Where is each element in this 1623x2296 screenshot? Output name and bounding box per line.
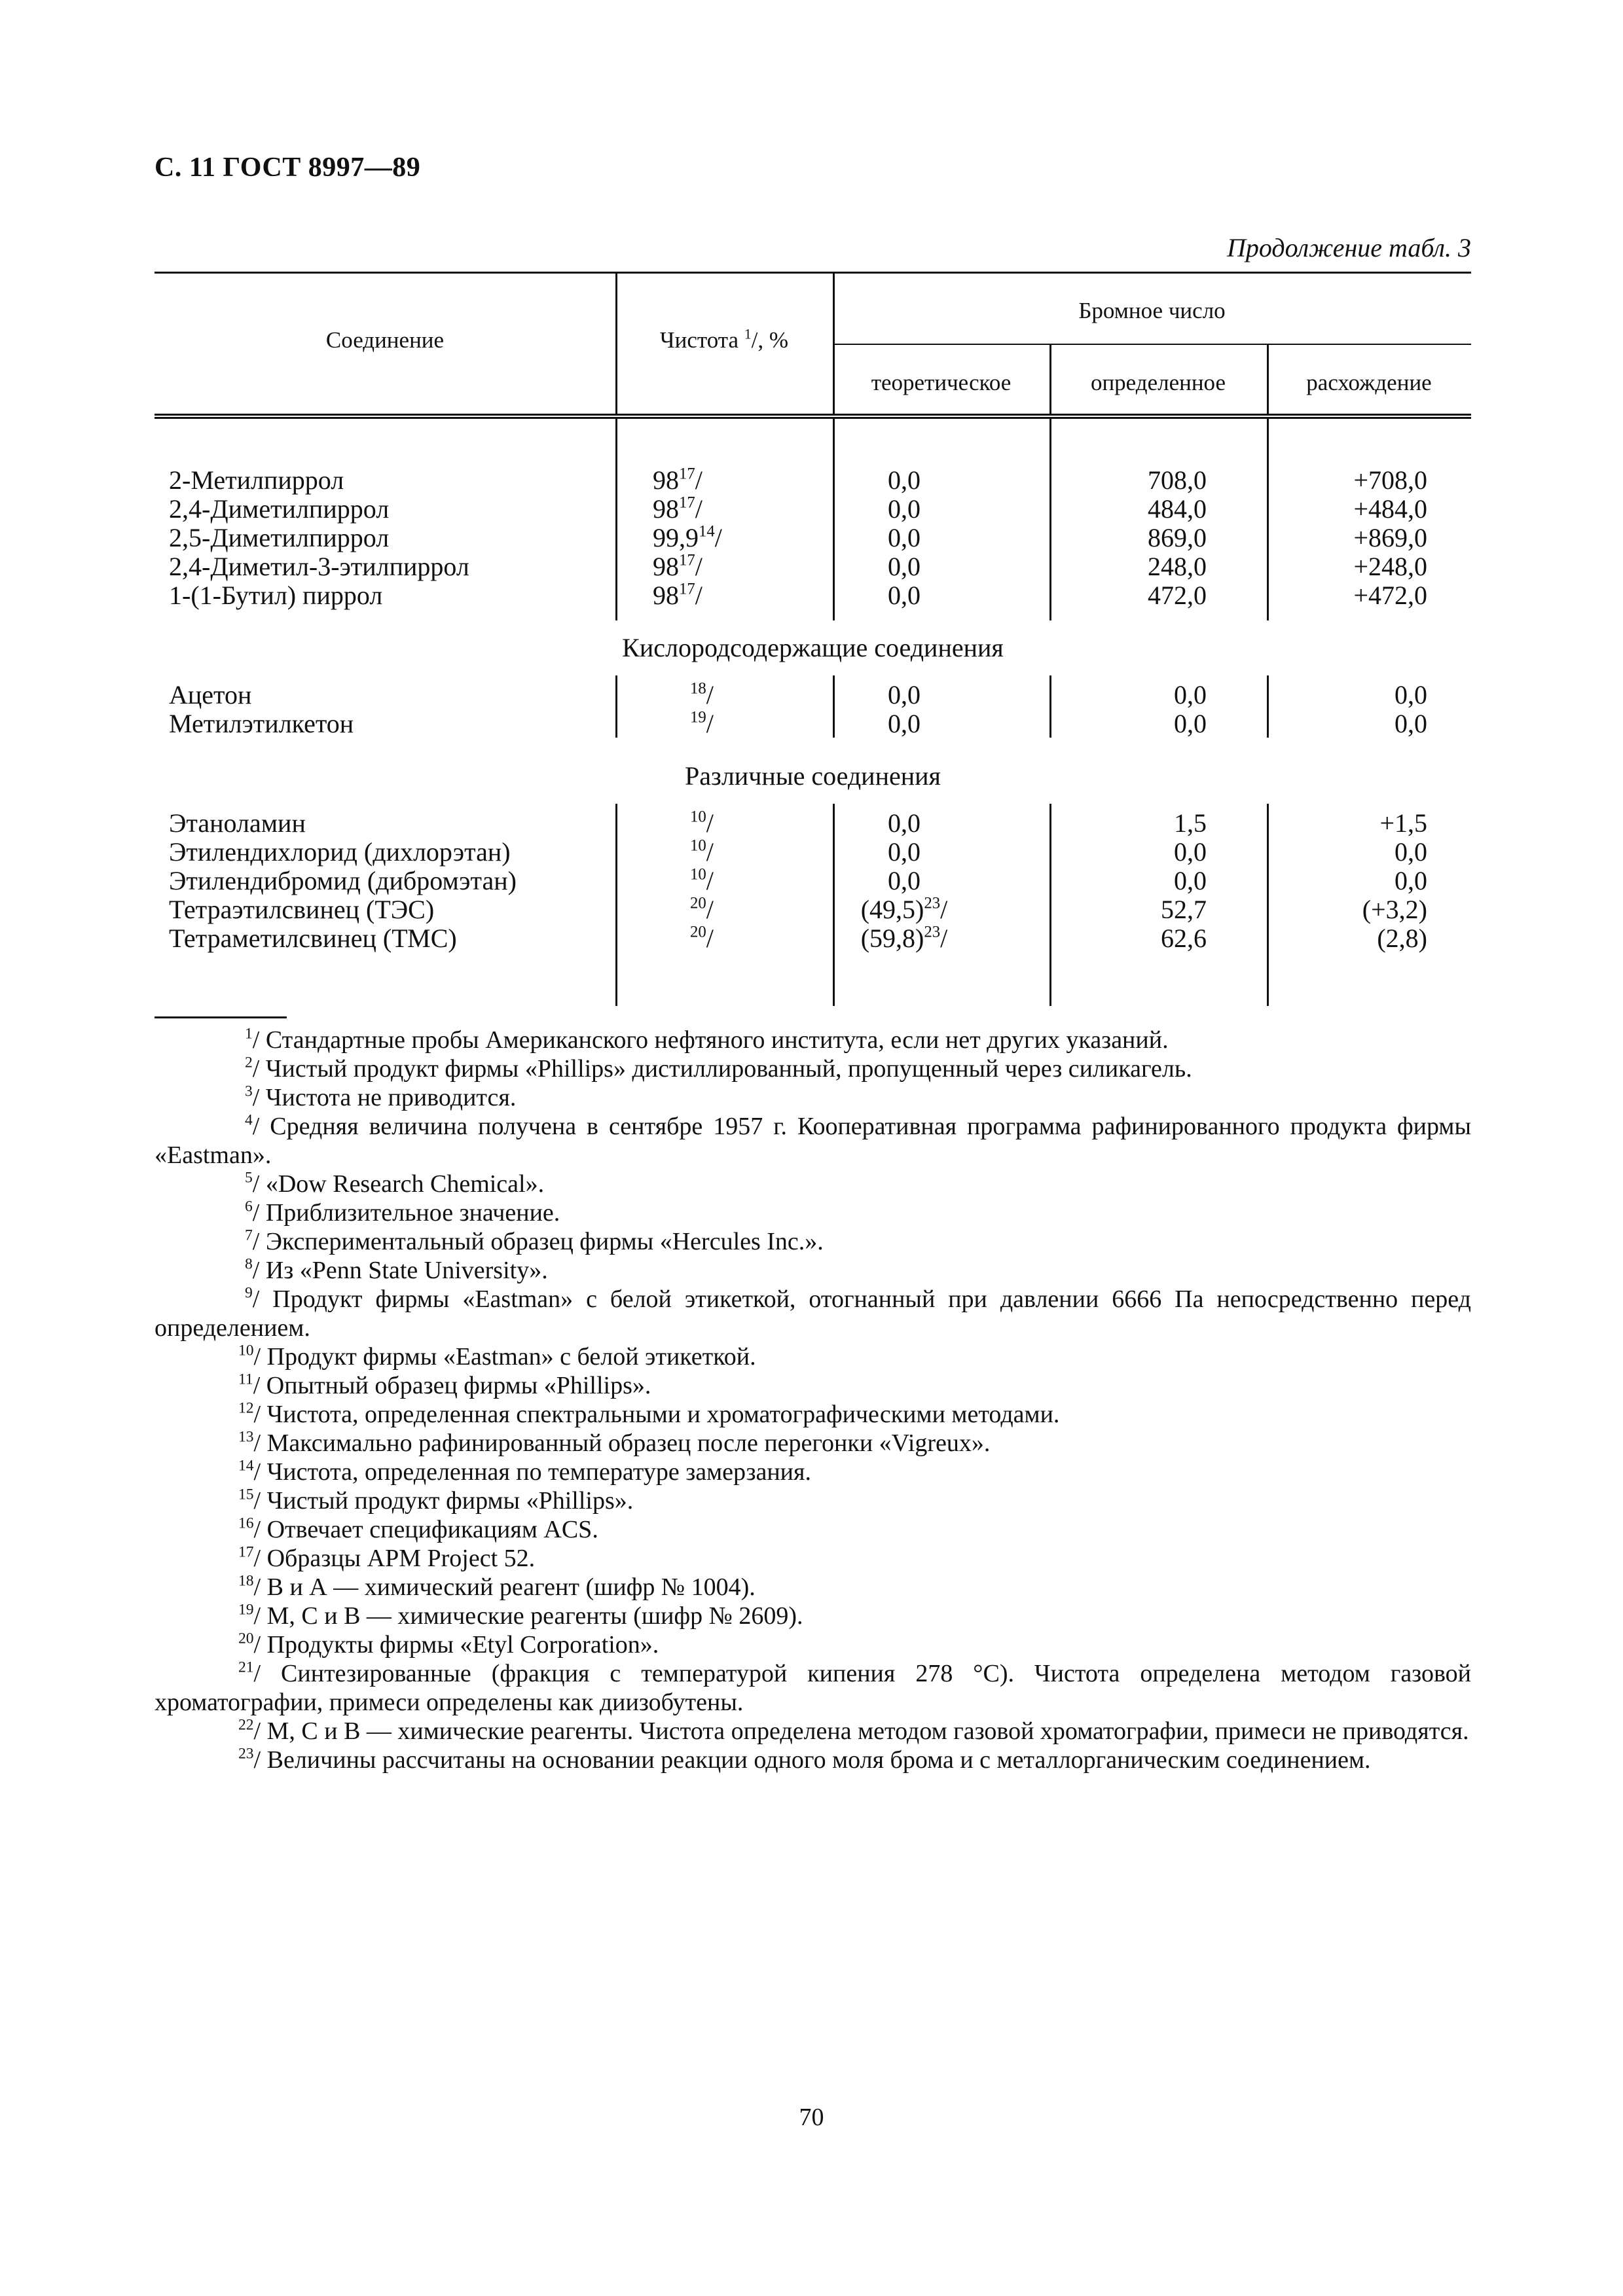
footnote	[155, 1746, 1471, 1774]
footnote	[155, 1573, 1471, 1602]
purity-footnote-ref: 10	[690, 836, 706, 855]
footnote-number: 23	[238, 1745, 254, 1763]
footnote-number: 15	[238, 1486, 254, 1503]
footnote-number: 12	[238, 1399, 254, 1417]
purity-number: 98	[653, 552, 679, 581]
theoretical-value: 0,0	[888, 837, 921, 867]
purity-value: $98^{17}/$	[653, 465, 702, 495]
determined-value: 869,0	[1148, 523, 1207, 552]
footnote-number: 16	[238, 1515, 254, 1532]
determined-value: 52,7	[1161, 895, 1207, 924]
footnote-text: / Чистота не приводится.	[252, 1084, 517, 1111]
theoretical-value: 0,0	[888, 808, 921, 838]
compound-name: Метилэтилкетон	[169, 709, 354, 738]
footnote-text: / «Dow Research Chemical».	[252, 1170, 545, 1198]
section-title-oxygenates: Кислородсодержащие соединения	[622, 633, 1004, 662]
determined-value: 472,0	[1148, 581, 1207, 610]
theoretical-value: 0,0	[888, 680, 921, 709]
difference-value: +1,5	[1379, 808, 1427, 838]
theoretical-value: 0,0	[888, 552, 921, 581]
header-bottom-rule	[155, 414, 1471, 416]
difference-value: 0,0	[1395, 837, 1427, 867]
difference-value: +472,0	[1353, 581, 1427, 610]
determined-value: 0,0	[1174, 837, 1207, 867]
footnote-number: 22	[238, 1716, 254, 1734]
difference-value: +869,0	[1353, 523, 1427, 552]
determined-value: 62,6	[1161, 924, 1207, 953]
footnote-text: / Образцы APM Project 52.	[253, 1545, 536, 1572]
compound-name: 2-Метилпиррол	[169, 465, 344, 495]
header-bromine-number: Бромное число	[1078, 298, 1226, 323]
footnote-text: / Продукты фирмы «Etyl Corporation».	[253, 1631, 659, 1659]
footnote-text: / Чистый продукт фирмы «Phillips».	[253, 1487, 634, 1515]
purity-footnote-ref: 17	[679, 551, 695, 569]
difference-value: 0,0	[1395, 866, 1427, 895]
column-divider	[1049, 419, 1051, 620]
footnote-number: 9	[245, 1284, 253, 1302]
purity-footnote-ref: 19	[690, 708, 706, 726]
header-purity-label: Чистота	[659, 327, 739, 353]
theoretical-value: $(49,5)^{23}/$	[860, 894, 948, 924]
purity-value: $98^{17}/$	[653, 551, 702, 581]
determined-value: 0,0	[1174, 709, 1207, 738]
footnote	[155, 1602, 1471, 1630]
footnote-number: 18	[238, 1572, 254, 1590]
purity-value: $^{10}$/	[690, 865, 714, 895]
footnote	[155, 1112, 1471, 1170]
purity-value: $98^{17}/$	[653, 580, 702, 610]
footnote	[155, 1026, 1471, 1054]
footnote-number: 21	[238, 1659, 254, 1676]
theoretical-value: 0,0	[888, 465, 921, 495]
purity-footnote-ref: 20	[690, 894, 706, 912]
footnote-text: / Опытный образец фирмы «Phillips».	[253, 1372, 651, 1399]
footnote-text: / Стандартные пробы Американского нефтяного института, если нет других указаний.	[252, 1026, 1169, 1054]
purity-footnote-ref: 17	[679, 465, 695, 483]
theoretical-value: 0,0	[888, 581, 921, 610]
footnote-number: 13	[238, 1428, 254, 1446]
theoretical-value: $(59,8)^{23}/$	[860, 923, 948, 953]
footnote-separator	[155, 1016, 287, 1018]
footnote-text: / Продукт фирмы «Eastman» с белой этикеткой.	[253, 1343, 756, 1371]
purity-number: 98	[653, 581, 679, 610]
footnote	[155, 1544, 1471, 1573]
footnote	[155, 1371, 1471, 1400]
compound-name: Этилендихлорид (дихлорэтан)	[169, 837, 511, 867]
footnote	[155, 1659, 1471, 1717]
purity-footnote-ref: 18	[690, 679, 706, 698]
purity-number: 98	[653, 465, 679, 495]
purity-value: $98^{17}/$	[653, 493, 702, 524]
footnote-text: / Средняя величина получена в сентябре 1957 г. Кооперативная программа рафинированного продукта фирмы «Eastman».	[155, 1113, 1471, 1169]
compound-name: 1-(1-Бутил) пиррол	[169, 581, 383, 610]
header-purity-unit: /, %	[751, 327, 789, 353]
footnote-number: 10	[238, 1342, 254, 1359]
footnote-text: / Экспериментальный образец фирмы «Hercules Inc.».	[252, 1228, 824, 1255]
purity-number: 99,9	[653, 523, 699, 552]
purity-footnote-ref: 10	[690, 865, 706, 884]
footnote-text: / Чистота, определенная по температуре замерзания.	[253, 1458, 811, 1486]
difference-value: +708,0	[1353, 465, 1427, 495]
footnote	[155, 1083, 1471, 1112]
purity-value: $^{19}$/	[690, 708, 714, 738]
purity-value: $^{20}$/	[690, 894, 714, 924]
footnote	[155, 1486, 1471, 1515]
footnote-text: / Отвечает спецификациям ACS.	[253, 1516, 598, 1543]
footnote-text: / М, С и В — химические реагенты (шифр № 2609).	[253, 1602, 803, 1630]
compound-name: Этаноламин	[169, 808, 306, 838]
footnote-text: / Величины рассчитаны на основании реакции одного моля брома и с металлорганическим соединением.	[253, 1746, 1371, 1774]
purity-value: 99,9$^{14}$/	[653, 522, 722, 552]
footnote	[155, 1429, 1471, 1458]
column-divider	[1049, 804, 1051, 1006]
footnote	[155, 1458, 1471, 1486]
footnote-number: 2	[245, 1054, 253, 1071]
difference-value: +484,0	[1353, 494, 1427, 524]
footnote	[155, 1400, 1471, 1429]
section-title-miscellaneous: Различные соединения	[685, 761, 941, 791]
purity-footnote-ref: 17	[679, 580, 695, 598]
footnote	[155, 1198, 1471, 1227]
purity-footnote-ref: 20	[690, 923, 706, 941]
footnote-text: / Синтезированные (фракция с температурой кипения 278 °С). Чистота определена методом газовой хроматографии, примеси определены как диизобутены.	[155, 1660, 1471, 1716]
determined-value: 708,0	[1148, 465, 1207, 495]
compound-name: Ацетон	[169, 680, 252, 709]
purity-number: 98	[653, 494, 679, 524]
column-divider	[1049, 675, 1051, 738]
header-bottom-rule-2	[155, 417, 1471, 419]
footnote	[155, 1717, 1471, 1746]
footnote-text: / Максимально рафинированный образец после перегонки «Vigreux».	[253, 1429, 991, 1457]
theoretical-value: 0,0	[888, 494, 921, 524]
compound-name: 2,4-Диметилпиррол	[169, 494, 390, 524]
compound-name: Тетраэтилсвинец (ТЭС)	[169, 895, 435, 924]
theoretical-value: 0,0	[888, 866, 921, 895]
difference-value: (2,8)	[1377, 924, 1427, 953]
footnote-text: / М, С и В — химические реагенты. Чистота определена методом газовой хроматографии, примеси не приводятся.	[253, 1717, 1469, 1745]
footnote	[155, 1285, 1471, 1342]
header-compound: Соединение	[325, 327, 445, 353]
footnote-text: / Из «Penn State University».	[252, 1257, 548, 1284]
footnote-number: 19	[238, 1601, 254, 1619]
header-purity-footnote-ref: 1	[744, 326, 752, 342]
purity-value: $^{18}$/	[690, 679, 714, 709]
footnote-number: 5	[245, 1169, 253, 1187]
difference-value: +248,0	[1353, 552, 1427, 581]
footnote-text: / В и А — химический реагент (шифр № 1004).	[253, 1573, 756, 1601]
footnote	[155, 1227, 1471, 1256]
compound-name: 2,4-Диметил-3-этилпиррол	[169, 552, 469, 581]
theoretical-number: (59,8)	[860, 924, 924, 953]
footnote-number: 14	[238, 1457, 254, 1475]
column-divider	[615, 675, 617, 738]
footnotes	[155, 1026, 1471, 1774]
theoretical-number: (49,5)	[860, 895, 924, 924]
table-top-rule	[155, 272, 1471, 274]
footnote	[155, 1630, 1471, 1659]
determined-value: 484,0	[1148, 494, 1207, 524]
footnote-number: 8	[245, 1255, 253, 1273]
header-purity	[615, 327, 833, 353]
column-divider	[615, 419, 617, 620]
footnote-number: 6	[245, 1198, 253, 1215]
subheader-rule	[833, 344, 1471, 345]
footnote	[155, 1170, 1471, 1198]
purity-value: $^{10}$/	[690, 808, 714, 838]
footnote	[155, 1256, 1471, 1285]
theoretical-footnote-ref: 23	[924, 923, 941, 941]
footnote	[155, 1515, 1471, 1544]
purity-footnote-ref: 17	[679, 493, 695, 512]
footnote-number: 1	[245, 1025, 253, 1043]
theoretical-footnote-ref: 23	[924, 894, 941, 912]
compound-name: Тетраметилсвинец (ТМС)	[169, 924, 457, 953]
compound-name: Этилендибромид (дибромэтан)	[169, 866, 517, 895]
purity-value: $^{10}$/	[690, 836, 714, 867]
footnote-number: 4	[245, 1111, 253, 1129]
page-number: 70	[799, 2104, 824, 2131]
theoretical-value: 0,0	[888, 709, 921, 738]
footnote-number: 3	[245, 1083, 253, 1100]
table-continuation-label: Продолжение табл. 3	[1226, 233, 1471, 262]
page-header: С. 11 ГОСТ 8997—89	[155, 152, 421, 183]
footnote	[155, 1342, 1471, 1371]
footnote-text: / Приблизительное значение.	[252, 1199, 560, 1227]
theoretical-value: 0,0	[888, 523, 921, 552]
footnote-number: 11	[238, 1371, 253, 1388]
determined-value: 248,0	[1148, 552, 1207, 581]
determined-value: 1,5	[1174, 808, 1207, 838]
determined-value: 0,0	[1174, 680, 1207, 709]
footnote-text: / Чистота, определенная спектральными и хроматографическими методами.	[253, 1401, 1060, 1428]
footnote-number: 17	[238, 1543, 254, 1561]
header-determined: определенное	[1090, 370, 1226, 395]
header-difference: расхождение	[1306, 370, 1432, 395]
compound-name: 2,5-Диметилпиррол	[169, 523, 390, 552]
header-theoretical: теоретическое	[871, 370, 1012, 395]
determined-value: 0,0	[1174, 866, 1207, 895]
purity-footnote-ref: 14	[699, 522, 715, 541]
difference-value: 0,0	[1395, 680, 1427, 709]
footnote-number: 20	[238, 1630, 254, 1647]
column-divider	[615, 804, 617, 1006]
bromine-number-table	[155, 268, 1471, 1006]
difference-value: 0,0	[1395, 709, 1427, 738]
footnote-number: 7	[245, 1227, 253, 1244]
difference-value: (+3,2)	[1362, 895, 1427, 924]
footnote-text: / Чистый продукт фирмы «Phillips» дистиллированный, пропущенный через силикагель.	[252, 1055, 1192, 1083]
footnote-text: / Продукт фирмы «Eastman» с белой этикеткой, отогнанный при давлении 6666 Па непосредственно перед определением.	[155, 1285, 1471, 1342]
purity-value: $^{20}$/	[690, 923, 714, 953]
purity-footnote-ref: 10	[690, 808, 706, 826]
footnote	[155, 1054, 1471, 1083]
